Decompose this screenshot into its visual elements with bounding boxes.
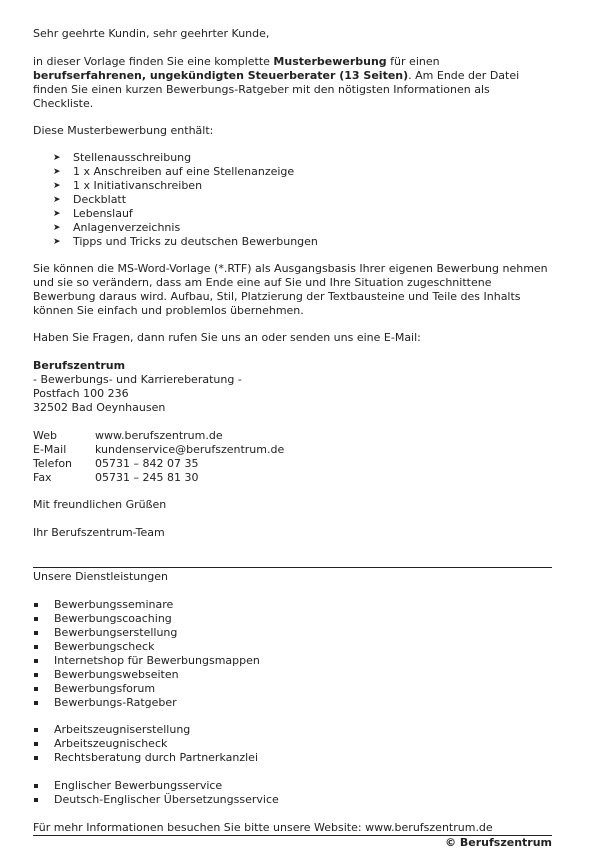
list-item: ➤ Stellenausschreibung — [53, 151, 192, 164]
greeting: Sehr geehrte Kundin, sehr geehrter Kunde, — [33, 27, 270, 40]
list-item: Rechtsberatung durch Partnerkanzlei — [33, 751, 553, 765]
arrow-bullet-icon: ➤ — [53, 223, 61, 233]
list-item: Arbeitszeugnischeck — [33, 737, 553, 751]
square-bullet-icon — [34, 701, 38, 705]
list-item: Bewerbungs-Ratgeber — [33, 696, 553, 710]
square-bullet-icon — [34, 631, 38, 635]
list-item: Bewerbungswebseiten — [33, 668, 553, 682]
square-bullet-icon — [34, 784, 38, 788]
list-item: Internetshop für Bewerbungsmappen — [33, 654, 553, 668]
list-item: ➤ Deckblatt — [53, 193, 127, 206]
questions-text: Haben Sie Fragen, dann rufen Sie uns an oder senden uns eine E-Mail: — [33, 331, 421, 344]
footer-text: Für mehr Informationen besuchen Sie bitte unsere Website: www.berufszentrum.de — [33, 821, 493, 834]
contact-block — [33, 429, 284, 485]
list-item: Arbeitszeugniserstellung — [33, 723, 553, 737]
list-item: Bewerbungscoaching — [33, 612, 553, 626]
company-name: Berufszentrum — [33, 359, 126, 372]
square-bullet-icon — [34, 603, 38, 607]
body-paragraph: Sie können die MS-Word-Vorlage (*.RTF) als Ausgangsbasis Ihrer eigenen Bewerbung nehmen und sie so verändern, dass am Ende eine auf Sie und Ihre Situation zugeschnittene Bewerbung daraus wird. Aufbau, Stil, Platzierung der Textbausteine und Teile des Inhalts können Sie einfach und problemlos übernehmen. — [33, 262, 548, 317]
list-item: Deutsch-Englischer Übersetzungsservice — [33, 793, 553, 807]
contact-fax: Fax 05731 – 245 81 30 — [33, 471, 199, 484]
square-bullet-icon — [34, 645, 38, 649]
arrow-bullet-icon: ➤ — [53, 167, 61, 177]
list-item: Bewerbungscheck — [33, 640, 553, 654]
arrow-bullet-icon: ➤ — [53, 195, 61, 205]
list-item: ➤ 1 x Anschreiben auf eine Stellenanzeige — [53, 165, 295, 178]
intro-text-3: . Am Ende der Datei finden Sie einen kurzen Bewerbungs-Ratgeber mit den nötigsten Informationen als Checkliste. — [33, 69, 520, 110]
signature: Ihr Berufszentrum-Team — [33, 526, 165, 539]
copyright: © Berufszentrum — [445, 836, 552, 849]
square-bullet-icon — [34, 756, 38, 760]
intro-bold-2: berufserfahrenen, ungekündigten Steuerberater (13 Seiten) — [33, 69, 409, 82]
intro-text-2: für einen — [386, 55, 440, 68]
square-bullet-icon — [34, 687, 38, 691]
contact-web: Web www.berufszentrum.de — [33, 429, 223, 442]
closing: Mit freundlichen Grüßen — [33, 498, 167, 511]
arrow-bullet-icon: ➤ — [53, 153, 61, 163]
services-heading: Unsere Dienstleistungen — [33, 570, 168, 583]
contact-email: E-Mail kundenservice@berufszentrum.de — [33, 443, 285, 456]
intro-bold-1: Musterbewerbung — [273, 55, 387, 68]
contents-heading: Diese Musterbewerbung enthält: — [33, 124, 214, 137]
arrow-bullet-icon: ➤ — [53, 237, 61, 247]
list-item: Bewerbungsforum — [33, 682, 553, 696]
list-item: ➤ Tipps und Tricks zu deutschen Bewerbungen — [53, 235, 318, 248]
list-item: Bewerbungsseminare — [33, 598, 553, 612]
square-bullet-icon — [34, 742, 38, 746]
contact-phone: Telefon 05731 – 842 07 35 — [33, 457, 199, 470]
arrow-bullet-icon: ➤ — [53, 181, 61, 191]
square-bullet-icon — [34, 798, 38, 802]
intro-text-1: in dieser Vorlage finden Sie eine komplette — [33, 55, 274, 68]
list-item: ➤ 1 x Initiativanschreiben — [53, 179, 203, 192]
services-list-2 — [33, 723, 553, 765]
address-line-2: 32502 Bad Oeynhausen — [33, 401, 166, 414]
square-bullet-icon — [34, 673, 38, 677]
square-bullet-icon — [34, 617, 38, 621]
list-item: ➤ Lebenslauf — [53, 207, 133, 220]
list-item: Bewerbungserstellung — [33, 626, 553, 640]
services-list-3 — [33, 779, 553, 807]
company-address — [33, 359, 242, 415]
square-bullet-icon — [34, 659, 38, 663]
services-list-1 — [33, 598, 553, 710]
list-item: ➤ Anlagenverzeichnis — [53, 221, 181, 234]
square-bullet-icon — [34, 728, 38, 732]
address-line-1: Postfach 100 236 — [33, 387, 129, 400]
contents-list — [33, 151, 553, 249]
intro-paragraph — [33, 55, 553, 111]
list-item: Englischer Bewerbungsservice — [33, 779, 553, 793]
divider-top — [33, 567, 552, 568]
company-tagline: - Bewerbungs- und Karriereberatung - — [33, 373, 242, 386]
arrow-bullet-icon: ➤ — [53, 209, 61, 219]
